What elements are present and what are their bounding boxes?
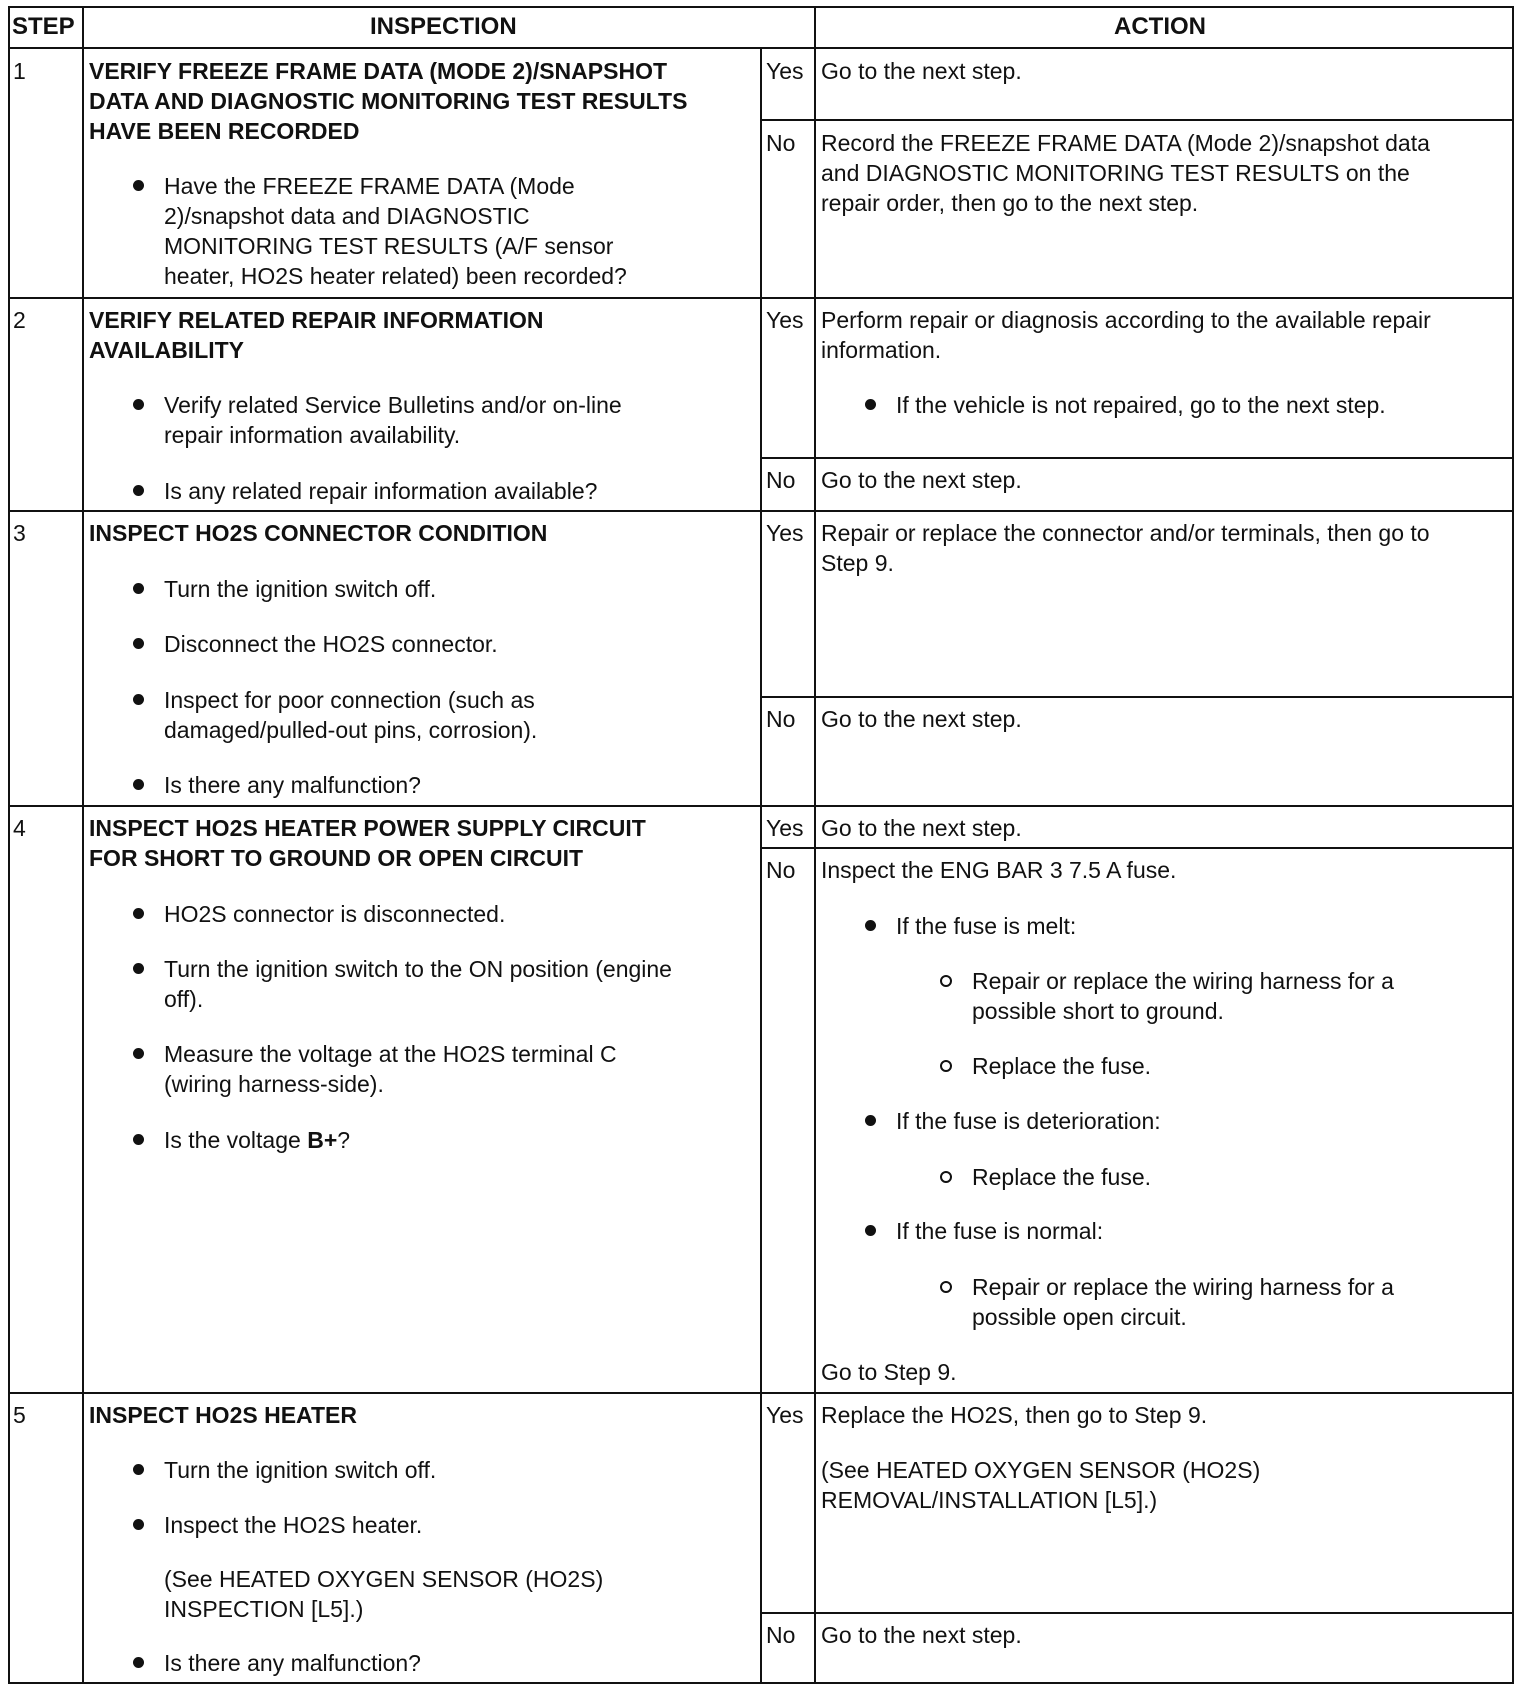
bullet-text: repair information availability. (164, 422, 461, 448)
sub-bullet-icon (940, 1281, 952, 1293)
no-action-bullet: If the fuse is normal: (896, 1218, 1104, 1244)
no-action: Record the FREEZE FRAME DATA (Mode 2)/snapshot data (821, 130, 1430, 156)
no-action: Go to the next step. (821, 467, 1022, 493)
bullet-icon (133, 638, 144, 649)
bullet-text: Turn the ignition switch off. (164, 576, 437, 602)
yes-reference: REMOVAL/INSTALLATION [L5].) (821, 1487, 1158, 1513)
bullet-icon (865, 399, 876, 410)
yes-label: Yes (766, 58, 804, 84)
bullet-text: off). (164, 986, 204, 1012)
row3-yes-no-divider (760, 696, 1514, 698)
step-title-line: HAVE BEEN RECORDED (89, 118, 360, 144)
bullet-text: heater, HO2S heater related) been recorded? (164, 263, 627, 289)
no-label: No (766, 130, 796, 156)
no-action: Go to the next step. (821, 706, 1022, 732)
reference-text: INSPECTION [L5].) (164, 1596, 364, 1622)
sub-bullet-icon (940, 975, 952, 987)
bullet-text-bold: B+ (307, 1127, 338, 1153)
yes-action: Replace the HO2S, then go to Step 9. (821, 1402, 1208, 1428)
bullet-text: Is there any malfunction? (164, 1650, 421, 1676)
no-action: Go to Step 9. (821, 1359, 957, 1385)
yes-label: Yes (766, 307, 804, 333)
yes-action: Step 9. (821, 550, 894, 576)
bullet-text: Turn the ignition switch to the ON position (engine (164, 956, 672, 982)
bullet-text: Turn the ignition switch off. (164, 1457, 437, 1483)
no-label: No (766, 857, 796, 883)
yes-action-bullet: If the vehicle is not repaired, go to the next step. (896, 392, 1386, 418)
bullet-icon (133, 180, 144, 191)
bullet-icon (865, 1225, 876, 1236)
yesno-col-divider (760, 47, 762, 1684)
yes-reference: (See HEATED OXYGEN SENSOR (HO2S) (821, 1457, 1261, 1483)
bullet-text: Verify related Service Bulletins and/or on-line (164, 392, 622, 418)
row4-yes-no-divider (760, 847, 1514, 849)
no-action: Go to the next step. (821, 1622, 1022, 1648)
bullet-icon (133, 1464, 144, 1475)
row2-yes-no-divider (760, 457, 1514, 459)
header-inspection: INSPECTION (370, 13, 517, 40)
yes-label: Yes (766, 815, 804, 841)
bullet-text: damaged/pulled-out pins, corrosion). (164, 717, 538, 743)
yes-action: Go to the next step. (821, 58, 1022, 84)
bullet-icon (133, 963, 144, 974)
step-title-line: VERIFY FREEZE FRAME DATA (MODE 2)/SNAPSHOT (89, 58, 668, 84)
yes-action: Repair or replace the connector and/or terminals, then go to (821, 520, 1430, 546)
border-right (1512, 6, 1514, 1684)
bullet-text-post: ? (337, 1127, 351, 1153)
bullet-text: Inspect the HO2S heater. (164, 1512, 423, 1538)
step-number: 3 (13, 520, 26, 546)
sub-bullet-icon (940, 1060, 952, 1072)
bullet-icon (133, 908, 144, 919)
row1-yes-no-divider (760, 119, 1514, 121)
yes-action: Perform repair or diagnosis according to the available repair (821, 307, 1431, 333)
row5-yes-no-divider (760, 1612, 1514, 1614)
step-title-line: VERIFY RELATED REPAIR INFORMATION (89, 307, 544, 333)
bullet-text: (wiring harness-side). (164, 1071, 384, 1097)
action-col-divider (814, 6, 816, 1684)
bullet-icon (133, 1657, 144, 1668)
bullet-text: Is there any malfunction? (164, 772, 421, 798)
no-action: and DIAGNOSTIC MONITORING TEST RESULTS on the (821, 160, 1410, 186)
header-action: ACTION (1114, 13, 1206, 40)
step-number: 1 (13, 58, 26, 84)
no-action-sub-bullet: Repair or replace the wiring harness for a (972, 1274, 1394, 1300)
bullet-text: Is any related repair information available? (164, 478, 598, 504)
no-action-bullet: If the fuse is melt: (896, 913, 1077, 939)
no-action: Inspect the ENG BAR 3 7.5 A fuse. (821, 857, 1177, 883)
bullet-text: Have the FREEZE FRAME DATA (Mode (164, 173, 575, 199)
step-col-divider (82, 6, 84, 1684)
bullet-icon (865, 1115, 876, 1126)
border-top (8, 6, 1514, 8)
step-title-line: AVAILABILITY (89, 337, 245, 363)
bullet-icon (133, 399, 144, 410)
step-title-line: INSPECT HO2S CONNECTOR CONDITION (89, 520, 548, 546)
bullet-icon (133, 779, 144, 790)
bullet-icon (865, 920, 876, 931)
step-number: 2 (13, 307, 26, 333)
bullet-text: MONITORING TEST RESULTS (A/F sensor (164, 233, 614, 259)
bullet-text-pre: Is the voltage (164, 1127, 308, 1153)
no-action: repair order, then go to the next step. (821, 190, 1199, 216)
step-title-line: FOR SHORT TO GROUND OR OPEN CIRCUIT (89, 845, 584, 871)
bullet-icon (133, 694, 144, 705)
bullet-text: 2)/snapshot data and DIAGNOSTIC (164, 203, 530, 229)
yes-label: Yes (766, 1402, 804, 1428)
step-title-line: INSPECT HO2S HEATER (89, 1402, 357, 1428)
reference-text: (See HEATED OXYGEN SENSOR (HO2S) (164, 1566, 604, 1592)
header-step: STEP (12, 13, 75, 40)
no-label: No (766, 706, 796, 732)
no-action-sub-bullet: Repair or replace the wiring harness for a (972, 968, 1394, 994)
no-label: No (766, 467, 796, 493)
bullet-text: HO2S connector is disconnected. (164, 901, 506, 927)
bullet-icon (133, 583, 144, 594)
step-number: 5 (13, 1402, 26, 1428)
no-action-sub-bullet: possible short to ground. (972, 998, 1224, 1024)
no-label: No (766, 1622, 796, 1648)
yes-action: information. (821, 337, 942, 363)
yes-action: Go to the next step. (821, 815, 1022, 841)
step-title-line: DATA AND DIAGNOSTIC MONITORING TEST RESULTS (89, 88, 688, 114)
bullet-icon (133, 1134, 144, 1145)
yes-label: Yes (766, 520, 804, 546)
bullet-text: Disconnect the HO2S connector. (164, 631, 498, 657)
bullet-icon (133, 1519, 144, 1530)
bullet-icon (133, 485, 144, 496)
no-action-sub-bullet: Replace the fuse. (972, 1164, 1152, 1190)
step-title-line: INSPECT HO2S HEATER POWER SUPPLY CIRCUIT (89, 815, 646, 841)
sub-bullet-icon (940, 1171, 952, 1183)
bullet-icon (133, 1048, 144, 1059)
step-number: 4 (13, 815, 26, 841)
no-action-sub-bullet: possible open circuit. (972, 1304, 1187, 1330)
no-action-bullet: If the fuse is deterioration: (896, 1108, 1161, 1134)
border-left (8, 6, 10, 1684)
bullet-text: Inspect for poor connection (such as (164, 687, 535, 713)
no-action-sub-bullet: Replace the fuse. (972, 1053, 1152, 1079)
bullet-text (164, 1125, 350, 1155)
bullet-text: Measure the voltage at the HO2S terminal C (164, 1041, 617, 1067)
